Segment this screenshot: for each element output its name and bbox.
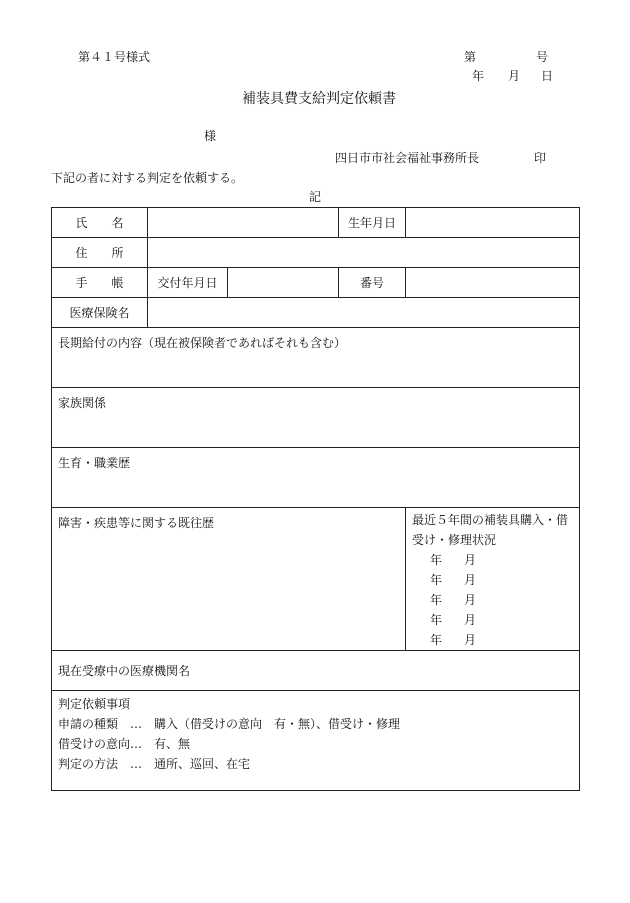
label-recent-purchase: 最近５年間の補装具購入・借受け・修理状況 [412,513,569,547]
month-label: 月 [464,573,477,587]
purchase-date-row [412,590,575,610]
form-number: 第４１号様式 [78,50,151,64]
doc-number-suffix: 号 [536,50,549,64]
label-insurance: 医療保険名 [52,298,148,328]
year-label: 年 [430,573,443,587]
label-medical-history: 障害・疾患等に関する既往歴 [58,516,215,530]
field-number[interactable] [406,268,580,298]
field-insurance[interactable] [148,298,580,328]
label-address: 住 所 [52,238,148,268]
document-title: 補装具費支給判定依頼書 [242,91,396,107]
field-medical-history[interactable] [52,508,406,651]
note-label: 記 [309,190,322,204]
month-label: 月 [464,633,477,647]
row-current-institution [52,651,580,691]
label-long-term-benefit: 長期給付の内容（現在被保険者であればそれも含む） [58,336,347,350]
judgment-method-line: 判定の方法 … 通所、巡回、在宅 [58,757,251,771]
label-handbook: 手 帳 [52,268,148,298]
date-day: 日 [541,69,554,83]
field-long-term-benefit[interactable] [52,328,580,388]
row-long-term-benefit [52,328,580,388]
purchase-date-row [412,550,575,570]
field-name[interactable] [148,208,339,238]
month-label: 月 [464,593,477,607]
field-career[interactable] [52,448,580,508]
addressee-honorific: 様 [204,129,217,143]
field-birth-date[interactable] [406,208,580,238]
year-label: 年 [430,613,443,627]
row-career [52,448,580,508]
month-label: 月 [464,613,477,627]
field-request-items[interactable] [52,691,580,791]
request-items-heading: 判定依頼事項 [58,697,131,711]
row-address [52,238,580,268]
field-family[interactable] [52,388,580,448]
row-insurance [52,298,580,328]
field-current-institution[interactable] [52,651,580,691]
request-sentence: 下記の者に対する判定を依頼する。 [51,171,244,185]
label-birth-date: 生年月日 [339,208,406,238]
date-month: 月 [508,69,521,83]
field-recent-purchase[interactable] [406,508,580,651]
row-name [52,208,580,238]
request-type-line: 申請の種類 … 購入（借受けの意向 有・無）、借受け・修理 [58,717,401,731]
row-family [52,388,580,448]
field-address[interactable] [148,238,580,268]
purchase-date-row [412,610,575,630]
label-number: 番号 [339,268,406,298]
row-handbook [52,268,580,298]
purchase-date-row [412,630,575,650]
label-name: 氏 名 [52,208,148,238]
year-label: 年 [430,553,443,567]
label-issue-date: 交付年月日 [148,268,228,298]
label-family: 家族関係 [58,396,107,410]
rental-intention-line: 借受けの意向… 有、無 [58,737,191,751]
year-label: 年 [430,633,443,647]
label-current-institution: 現在受療中の医療機関名 [58,663,191,678]
year-label: 年 [430,593,443,607]
purchase-date-row [412,570,575,590]
row-history [52,508,580,651]
date-year: 年 [472,69,485,83]
doc-number-prefix: 第 [464,50,477,64]
month-label: 月 [464,553,477,567]
field-issue-date[interactable] [228,268,339,298]
row-request-items [52,691,580,791]
request-form-table [51,207,580,791]
seal-mark: 印 [534,151,547,165]
label-career: 生育・職業歴 [58,456,131,470]
sender-name: 四日市市社会福祉事務所長 [335,151,480,165]
